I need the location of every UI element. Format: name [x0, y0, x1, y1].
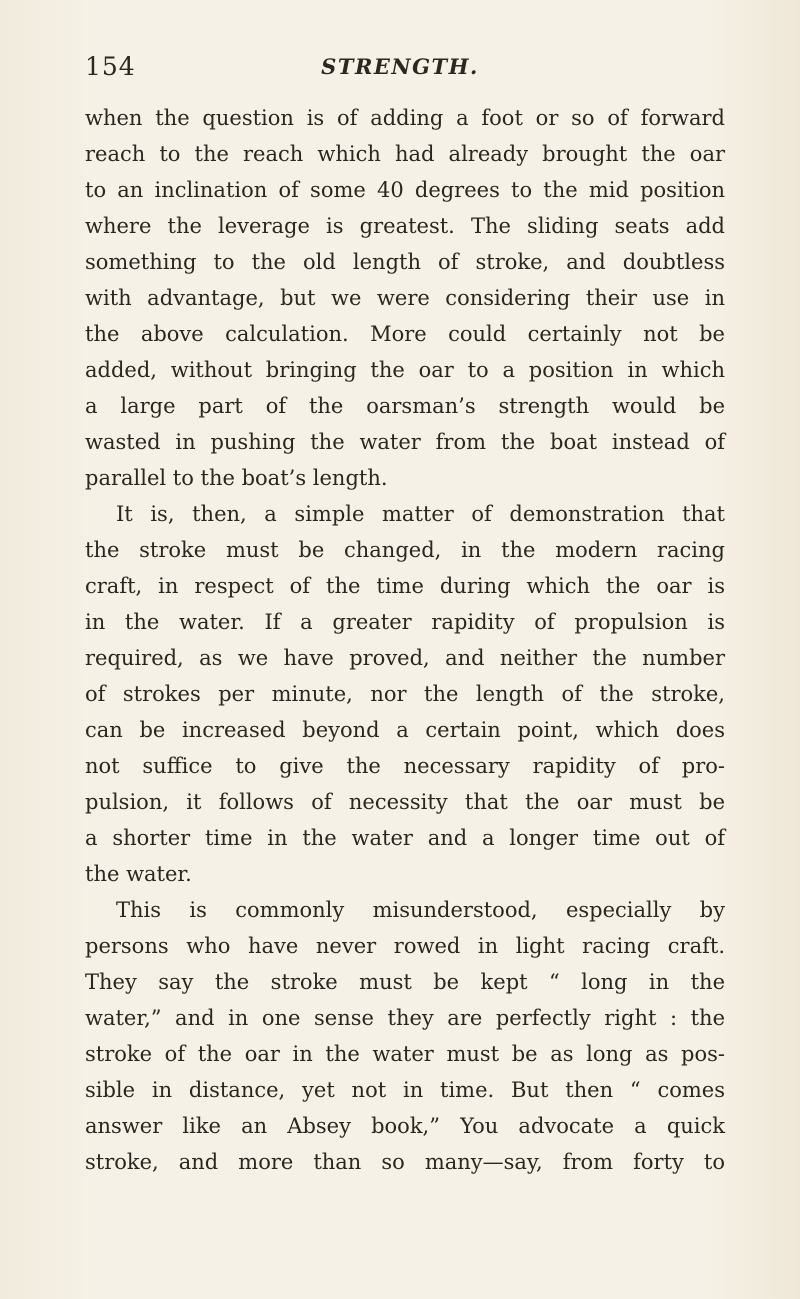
page-header: [0, 52, 800, 92]
body-text: [85, 100, 725, 1180]
text-line: added, without bringing the oar to a position in which: [85, 358, 725, 382]
paragraph-end-line: the water.: [85, 862, 192, 886]
text-line: in the water. If a greater rapidity of propulsion is: [85, 610, 725, 634]
text-line: the above calculation. More could certainly not be: [85, 322, 725, 346]
text-line: required, as we have proved, and neither the number: [85, 646, 725, 670]
text-line: the stroke must be changed, in the modern racing: [85, 538, 725, 562]
text-line: where the leverage is greatest. The sliding seats add: [85, 214, 725, 238]
text-line: pulsion, it follows of necessity that the oar must be: [85, 790, 725, 814]
paragraph-start-line: This is commonly misunderstood, especially by: [116, 898, 725, 922]
text-line: of strokes per minute, nor the length of the stroke,: [85, 682, 725, 706]
paragraph-start-line: It is, then, a simple matter of demonstration that: [116, 502, 725, 526]
running-head: STRENGTH.: [321, 54, 479, 79]
paragraph-end-line: parallel to the boat’s length.: [85, 466, 388, 490]
text-line: can be increased beyond a certain point, which does: [85, 718, 725, 742]
text-line: sible in distance, yet not in time. But then “ comes: [85, 1078, 725, 1102]
text-line: craft, in respect of the time during which the oar is: [85, 574, 725, 598]
text-line: stroke of the oar in the water must be as long as pos-: [85, 1042, 725, 1066]
text-line: with advantage, but we were considering their use in: [85, 286, 725, 310]
text-line: a large part of the oarsman’s strength would be: [85, 394, 725, 418]
text-line: a shorter time in the water and a longer time out of: [85, 826, 725, 850]
text-line: something to the old length of stroke, and doubtless: [85, 250, 725, 274]
text-line: water,” and in one sense they are perfectly right : the: [85, 1006, 725, 1030]
text-line: to an inclination of some 40 degrees to the mid position: [85, 178, 725, 202]
text-line: persons who have never rowed in light racing craft.: [85, 934, 725, 958]
text-line: when the question is of adding a foot or so of forward: [85, 106, 725, 130]
text-line: They say the stroke must be kept “ long in the: [85, 970, 725, 994]
text-line: answer like an Absey book,” You advocate a quick: [85, 1114, 725, 1138]
text-line: stroke, and more than so many—say, from forty to: [85, 1150, 725, 1174]
text-line: not suffice to give the necessary rapidity of pro-: [85, 754, 725, 778]
page-number: 154: [85, 52, 136, 81]
text-line: reach to the reach which had already brought the oar: [85, 142, 725, 166]
text-line: wasted in pushing the water from the boat instead of: [85, 430, 725, 454]
